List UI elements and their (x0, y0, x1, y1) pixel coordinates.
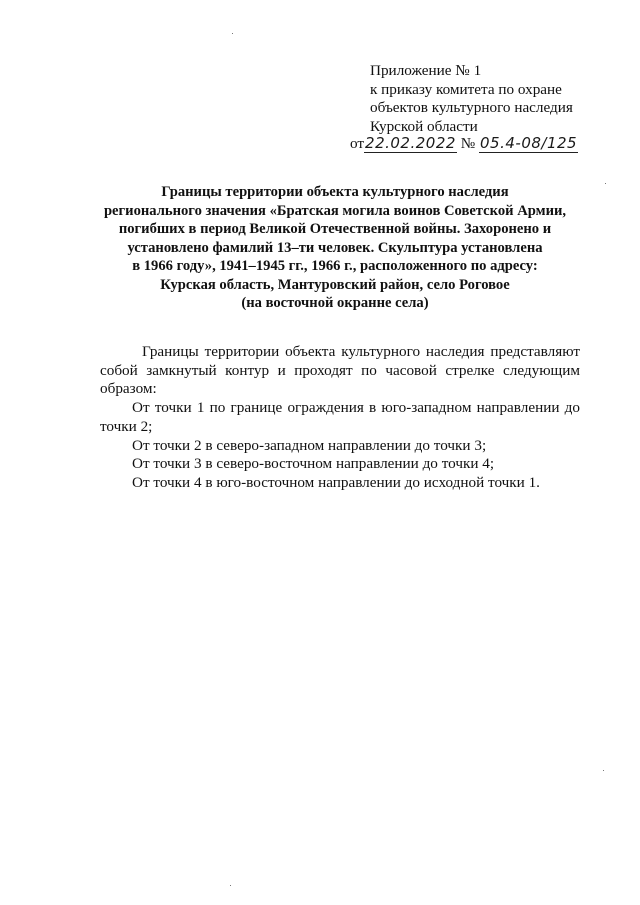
scan-speck (230, 885, 231, 886)
order-number: 05.4-08/125 (480, 134, 578, 152)
title-line: (на восточной окранне села) (241, 295, 429, 311)
appendix-region: Курской области (370, 117, 478, 135)
boundary-point-paragraph: От точки 4 в юго-восточном направлении до исходной точки 1. (132, 473, 540, 491)
appendix-committee: объектов культурного наследия (370, 99, 573, 117)
order-date-number (350, 134, 620, 153)
document-title (85, 183, 585, 313)
scan-speck (603, 770, 604, 771)
appendix-order-reference: к приказу комитета по охране (370, 80, 562, 98)
title-line: погибших в период Великой Отечественной войны. Захоронено и (118, 221, 552, 237)
scan-speck (605, 183, 606, 184)
order-number-sign: № (460, 135, 476, 152)
scan-speck (232, 33, 233, 34)
intro-paragraph: Границы территории объекта культурного наследия представляют собой замкнутый контур и проходят по часовой стрелке следующим образом: (100, 343, 580, 398)
title-line: в 1966 году», 1941–1945 гг., 1966 г., расположенного по адресу: (132, 258, 538, 274)
title-line: установлено фамилий 13–ти человек. Скульптура установлена (127, 239, 543, 256)
title-line: регионального значения «Братская могила воинов Советской Армии, (103, 202, 567, 219)
order-prefix: от (350, 135, 365, 152)
order-date: 22.02.2022 (365, 134, 456, 152)
title-line: Курская область, Мантуровский район, село Роговое (160, 276, 510, 293)
boundary-point-paragraph: От точки 3 в северо-восточном направлении до точки 4; (132, 455, 495, 473)
boundary-point-paragraph: От точки 2 в северо-западном направлении до точки 3; (132, 436, 487, 454)
boundary-point-paragraph: От точки 1 по границе ограждения в юго-западном направлении до точки 2; (100, 399, 580, 435)
document-body (100, 343, 580, 493)
title-line: Границы территории объекта культурного наследия (161, 184, 509, 200)
appendix-number: Приложение № 1 (370, 62, 482, 79)
appendix-header (370, 62, 620, 136)
